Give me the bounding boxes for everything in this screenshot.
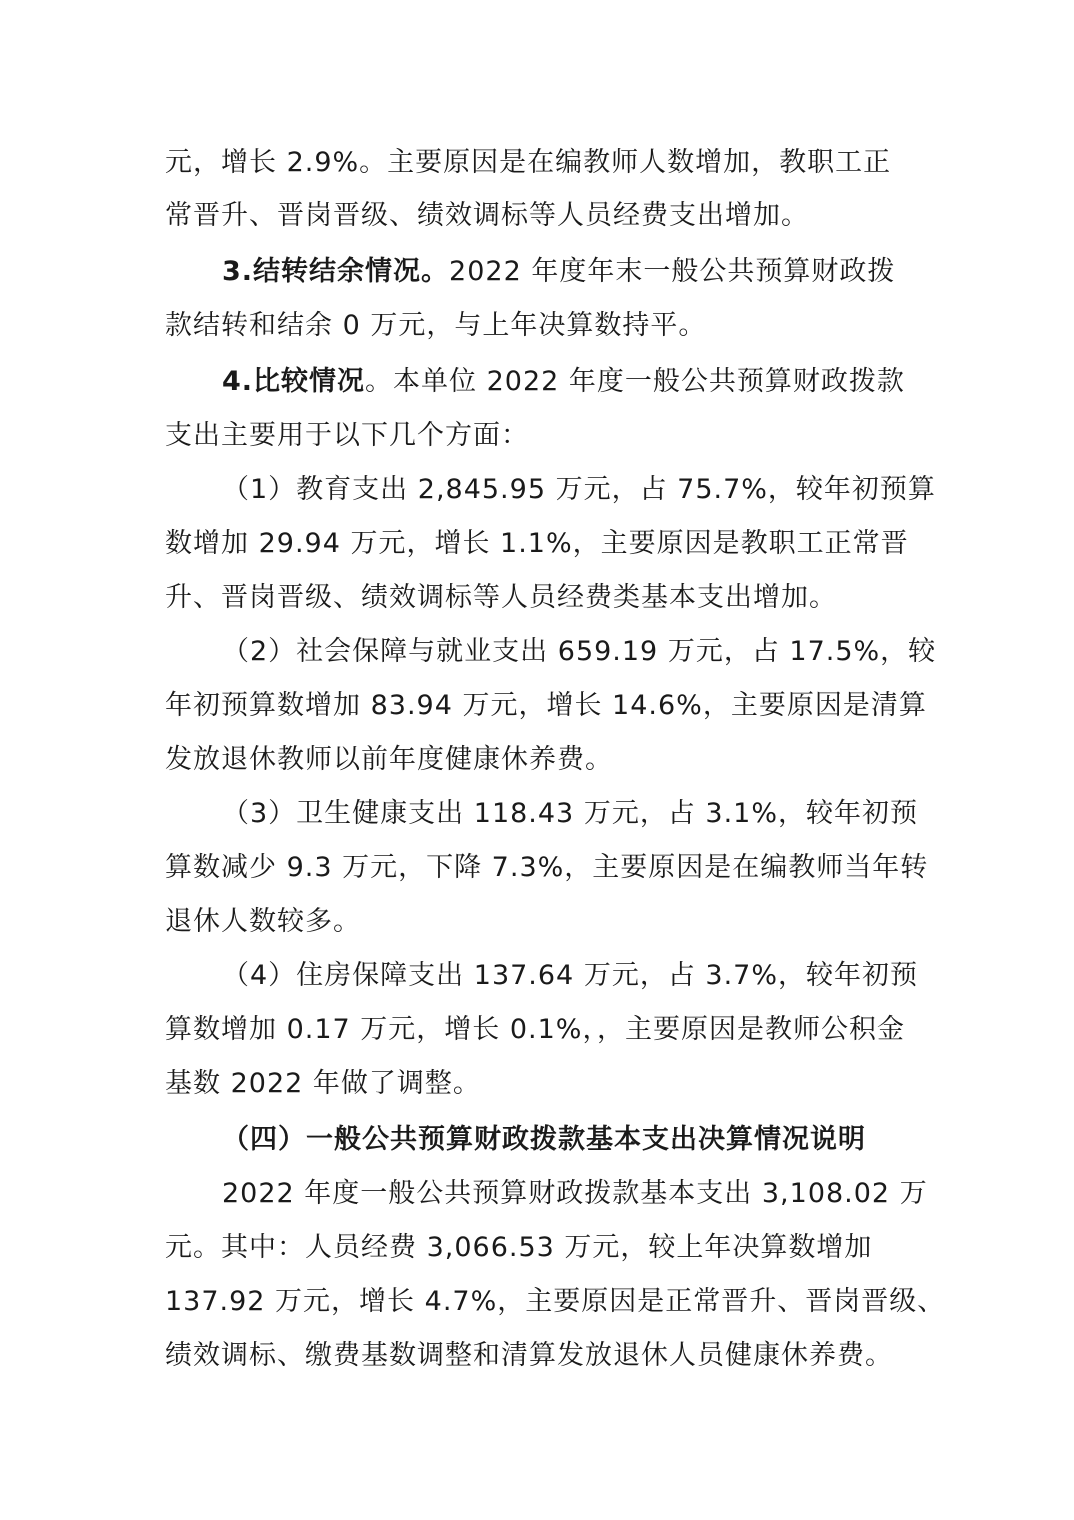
paragraph-line: （4）住房保障支出 137.64 万元，占 3.7%，较年初预 xyxy=(222,960,918,991)
paragraph-line: 137.92 万元，增长 4.7%，主要原因是正常晋升、晋岗晋级、 xyxy=(165,1286,946,1317)
subheading-comparison: 4.比较情况 xyxy=(222,366,366,397)
paragraph-line: 年初预算数增加 83.94 万元，增长 14.6%，主要原因是清算 xyxy=(165,690,927,721)
paragraph-line: 3.结转结余情况。2022 年度年末一般公共预算财政拨 xyxy=(222,256,896,287)
paragraph-line: 元。其中：人员经费 3,066.53 万元，较上年决算数增加 xyxy=(165,1232,873,1263)
paragraph-line: （2）社会保障与就业支出 659.19 万元，占 17.5%，较 xyxy=(222,636,937,667)
section-heading: （四）一般公共预算财政拨款基本支出决算情况说明 xyxy=(222,1124,866,1155)
paragraph-line: 数增加 29.94 万元，增长 1.1%，主要原因是教职工正常晋 xyxy=(165,528,909,559)
paragraph-line: 常晋升、晋岗晋级、绩效调标等人员经费支出增加。 xyxy=(165,200,809,231)
paragraph-line: 款结转和结余 0 万元，与上年决算数持平。 xyxy=(165,310,707,341)
paragraph-line: 绩效调标、缴费基数调整和清算发放退休人员健康休养费。 xyxy=(165,1340,893,1371)
paragraph-line: （3）卫生健康支出 118.43 万元，占 3.1%，较年初预 xyxy=(222,798,918,829)
paragraph-line: 基数 2022 年做了调整。 xyxy=(165,1068,481,1099)
paragraph-line: 2022 年度一般公共预算财政拨款基本支出 3,108.02 万 xyxy=(222,1178,928,1209)
paragraph-line: 4.比较情况。本单位 2022 年度一般公共预算财政拨款 xyxy=(222,366,905,397)
paragraph-line: 算数减少 9.3 万元，下降 7.3%，主要原因是在编教师当年转 xyxy=(165,852,929,883)
paragraph-line: 支出主要用于以下几个方面： xyxy=(165,420,529,451)
paragraph-line: （1）教育支出 2,845.95 万元，占 75.7%，较年初预算 xyxy=(222,474,936,505)
paragraph-line: 升、晋岗晋级、绩效调标等人员经费类基本支出增加。 xyxy=(165,582,837,613)
paragraph-line: 算数增加 0.17 万元，增长 0.1%，，主要原因是教师公积金 xyxy=(165,1014,905,1045)
paragraph-line: 元，增长 2.9%。主要原因是在编教师人数增加，教职工正 xyxy=(165,147,892,178)
paragraph-line: 退休人数较多。 xyxy=(165,906,361,937)
subheading-carryover: 3.结转结余情况。 xyxy=(222,256,450,287)
paragraph-line: 发放退休教师以前年度健康休养费。 xyxy=(165,744,613,775)
